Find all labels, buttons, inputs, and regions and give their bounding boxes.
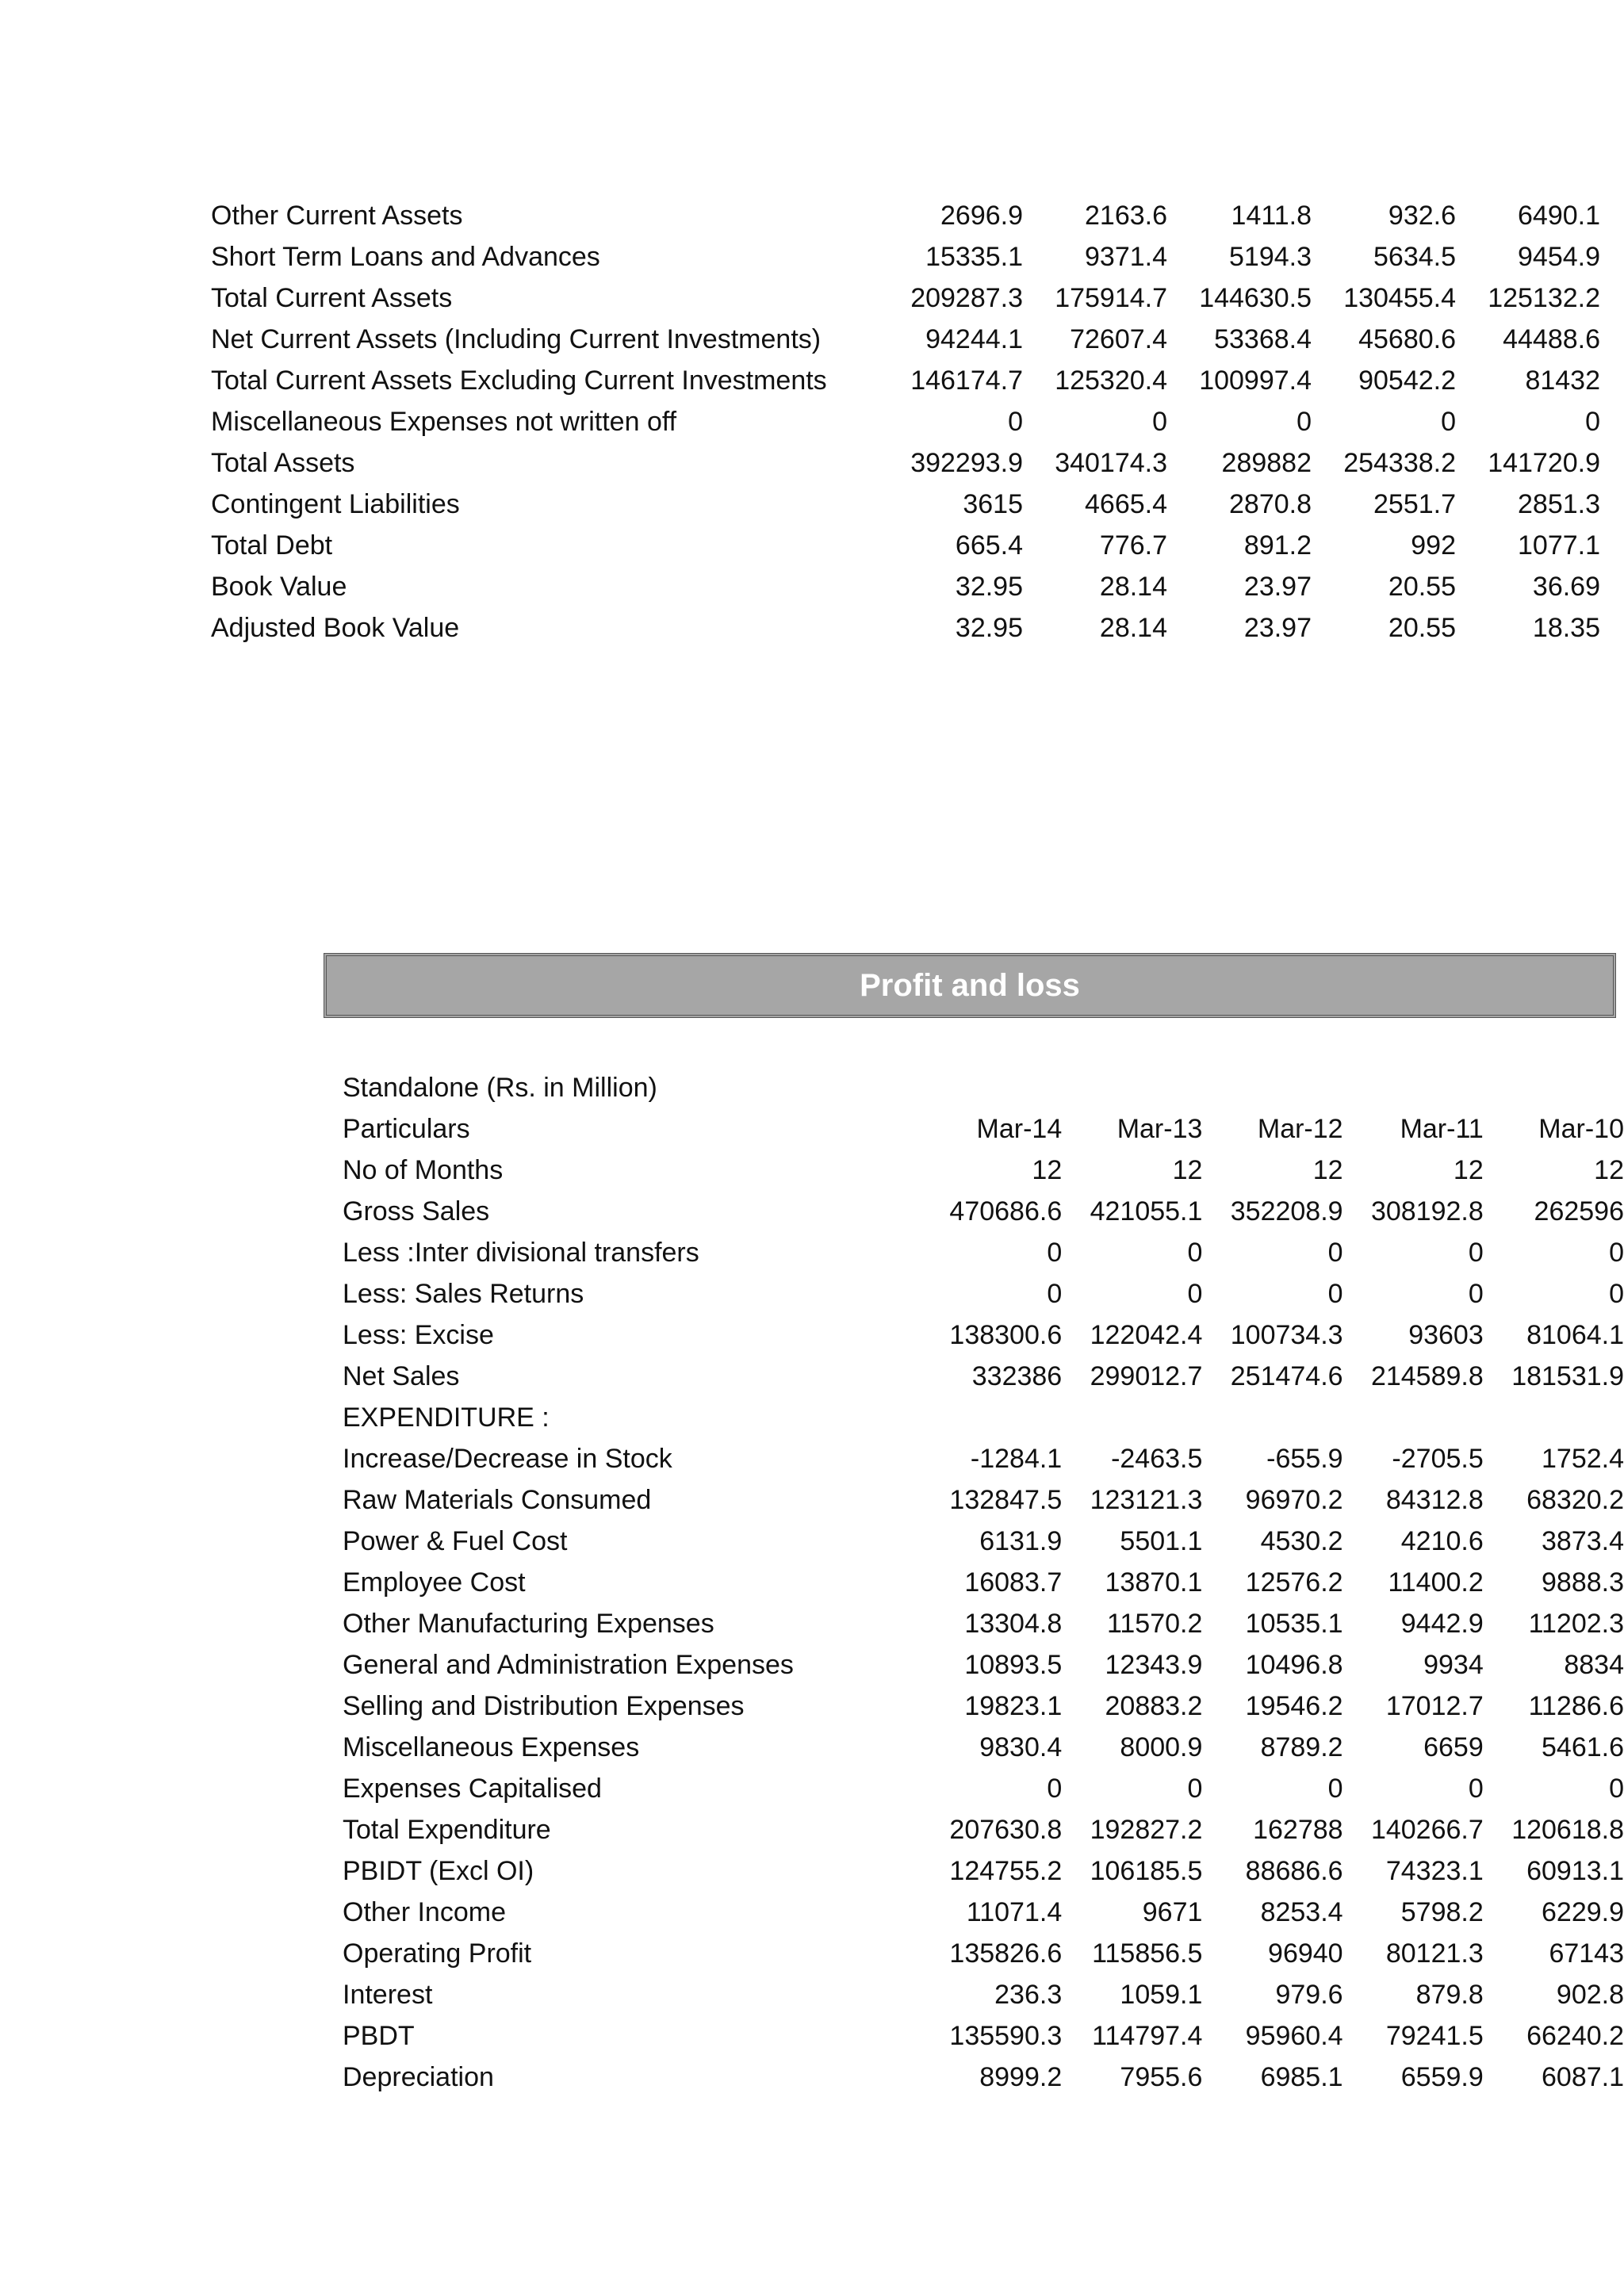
row-value: 992 [1411, 530, 1456, 561]
row-label: Gross Sales [343, 1196, 490, 1226]
row-label: Total Current Assets Excluding Current Investments [211, 365, 827, 396]
row-value: 6659 [1423, 1732, 1484, 1762]
row-value: 12 [1312, 1155, 1343, 1185]
row-label: EXPENDITURE : [343, 1402, 550, 1433]
row-value: 11400.2 [1388, 1567, 1484, 1598]
row-value: 1059.1 [1120, 1980, 1203, 2010]
row-value: 124755.2 [949, 1856, 1063, 1886]
row-value: 254338.2 [1343, 448, 1456, 478]
row-value: 12343.9 [1105, 1650, 1203, 1680]
balance-sheet-row [211, 319, 1600, 360]
row-value: 352208.9 [1230, 1196, 1343, 1226]
row-value [921, 1397, 1062, 1438]
row-value: 1752.4 [1542, 1444, 1624, 1474]
row-value: 0 [1468, 1238, 1484, 1268]
balance-sheet-body [211, 195, 1600, 649]
row-value: 6490.1 [1518, 201, 1600, 231]
row-value: 8789.2 [1260, 1732, 1343, 1762]
row-value: 6229.9 [1542, 1897, 1624, 1927]
row-value: 81064.1 [1526, 1320, 1624, 1350]
row-value: 262596 [1534, 1196, 1624, 1226]
row-value: 421055.1 [1090, 1196, 1203, 1226]
row-value: 8000.9 [1120, 1732, 1203, 1762]
row-label: Total Expenditure [343, 1815, 551, 1845]
profit-and-loss-unit-label: Standalone (Rs. in Million) [343, 1073, 657, 1103]
row-value: 2163.6 [1085, 201, 1167, 231]
row-value: 5194.3 [1229, 242, 1312, 272]
row-value: 979.6 [1275, 1980, 1343, 2010]
row-value: 308192.8 [1370, 1196, 1484, 1226]
row-value: 932.6 [1388, 201, 1456, 231]
profit-and-loss-row [343, 1232, 1624, 1273]
row-value: 9888.3 [1542, 1567, 1624, 1598]
row-value: Mar-14 [976, 1114, 1063, 1144]
row-value: 9442.9 [1400, 1609, 1484, 1639]
balance-sheet-row [211, 442, 1600, 484]
row-value: 9671 [1142, 1897, 1203, 1927]
row-value: 6087.1 [1542, 2062, 1624, 2092]
row-value: 1077.1 [1518, 530, 1600, 561]
row-value: 138300.6 [949, 1320, 1063, 1350]
row-value: 125320.4 [1055, 365, 1167, 396]
row-value: 12 [1594, 1155, 1624, 1185]
row-value: 8999.2 [979, 2062, 1063, 2092]
balance-sheet-row [211, 525, 1600, 566]
row-label: Particulars [343, 1114, 470, 1144]
row-value: 0 [1327, 1279, 1343, 1309]
row-value: -1284.1 [970, 1444, 1063, 1474]
row-value: 96970.2 [1245, 1485, 1343, 1515]
row-value: 100997.4 [1199, 365, 1312, 396]
row-value: -2463.5 [1111, 1444, 1203, 1474]
row-value: 115856.5 [1092, 1938, 1203, 1969]
row-value: 141720.9 [1488, 448, 1600, 478]
row-label: Raw Materials Consumed [343, 1485, 652, 1515]
row-value: 10893.5 [964, 1650, 1063, 1680]
row-value: 0 [1047, 1279, 1063, 1309]
row-label: Contingent Liabilities [211, 489, 460, 519]
row-value: 0 [1327, 1774, 1343, 1804]
row-value: 9454.9 [1518, 242, 1600, 272]
row-value: 28.14 [1099, 572, 1167, 602]
profit-and-loss-row [343, 1108, 1624, 1150]
row-value: 5501.1 [1120, 1526, 1203, 1556]
row-value: 80121.3 [1385, 1938, 1484, 1969]
profit-and-loss-row [343, 1521, 1624, 1562]
row-value: Mar-10 [1538, 1114, 1624, 1144]
row-value: 5634.5 [1373, 242, 1456, 272]
profit-and-loss-row [343, 1644, 1624, 1686]
row-value [1062, 1397, 1202, 1438]
profit-and-loss-row [343, 1686, 1624, 1727]
row-value: 13870.1 [1105, 1567, 1203, 1598]
row-value: 13304.8 [964, 1609, 1063, 1639]
row-value: 16083.7 [964, 1567, 1063, 1598]
row-value: 15335.1 [925, 242, 1023, 272]
row-label: Miscellaneous Expenses not written off [211, 407, 677, 437]
row-value: 332386 [971, 1361, 1063, 1391]
row-value: 0 [1047, 1774, 1063, 1804]
row-value: 7955.6 [1120, 2062, 1203, 2092]
row-label: No of Months [343, 1155, 504, 1185]
row-value: 2551.7 [1373, 489, 1456, 519]
row-value: 60913.1 [1526, 1856, 1624, 1886]
row-value: 8253.4 [1260, 1897, 1343, 1927]
profit-and-loss-row [343, 1150, 1624, 1191]
row-value: 146174.7 [910, 365, 1023, 396]
row-value: 0 [1468, 1774, 1484, 1804]
row-value: 12576.2 [1245, 1567, 1343, 1598]
row-value: 6985.1 [1260, 2062, 1343, 2092]
row-value: 11202.3 [1528, 1609, 1624, 1639]
row-label: Less: Sales Returns [343, 1279, 584, 1309]
row-value: 0 [1152, 407, 1167, 437]
row-value: 3615 [963, 489, 1023, 519]
balance-sheet-row [211, 607, 1600, 649]
row-value: 72607.4 [1070, 324, 1167, 354]
row-value: 32.95 [955, 613, 1023, 643]
row-value: 2696.9 [940, 201, 1023, 231]
row-value: 0 [1187, 1774, 1203, 1804]
row-value: 17012.7 [1385, 1691, 1484, 1721]
row-label: Adjusted Book Value [211, 613, 460, 643]
balance-sheet-row [211, 236, 1600, 277]
row-value: 192827.2 [1090, 1815, 1203, 1845]
profit-and-loss-row [343, 1809, 1624, 1850]
row-value: 5798.2 [1400, 1897, 1484, 1927]
balance-sheet-row [211, 195, 1600, 236]
row-value: 470686.6 [949, 1196, 1063, 1226]
row-label: Total Assets [211, 448, 355, 478]
row-label: Expenses Capitalised [343, 1774, 602, 1804]
row-value: 902.8 [1556, 1980, 1624, 2010]
row-value: 96940 [1268, 1938, 1343, 1969]
row-value [1343, 1397, 1484, 1438]
row-value: Mar-11 [1400, 1114, 1484, 1144]
row-value [1202, 1397, 1342, 1438]
row-label: Increase/Decrease in Stock [343, 1444, 672, 1474]
row-value: 2851.3 [1518, 489, 1600, 519]
row-label: Net Current Assets (Including Current Investments) [211, 324, 822, 354]
row-value: 130455.4 [1343, 283, 1456, 313]
row-value: 0 [1327, 1238, 1343, 1268]
row-value: 4665.4 [1085, 489, 1167, 519]
row-value: 93603 [1408, 1320, 1484, 1350]
row-label: Less :Inter divisional transfers [343, 1238, 699, 1268]
row-label: Total Debt [211, 530, 333, 561]
row-value: 0 [1008, 407, 1023, 437]
row-value: 135590.3 [949, 2021, 1063, 2051]
row-value: 181531.9 [1511, 1361, 1624, 1391]
row-value: 4530.2 [1260, 1526, 1343, 1556]
row-value: 162788 [1253, 1815, 1343, 1845]
row-value: 19546.2 [1245, 1691, 1343, 1721]
row-label: Interest [343, 1980, 433, 2010]
row-value: 12 [1172, 1155, 1203, 1185]
row-value: 891.2 [1243, 530, 1312, 561]
row-label: General and Administration Expenses [343, 1650, 794, 1680]
row-value: 4210.6 [1400, 1526, 1484, 1556]
row-value: 12 [1032, 1155, 1063, 1185]
row-value: 3873.4 [1542, 1526, 1624, 1556]
row-label: Operating Profit [343, 1938, 532, 1969]
row-value: 879.8 [1415, 1980, 1484, 2010]
profit-and-loss-row [343, 1438, 1624, 1479]
row-value: 79241.5 [1385, 2021, 1484, 2051]
row-label: Other Current Assets [211, 201, 463, 231]
row-value: 175914.7 [1055, 283, 1167, 313]
row-value: 2870.8 [1229, 489, 1312, 519]
profit-and-loss-row [343, 1892, 1624, 1933]
row-value: 32.95 [955, 572, 1023, 602]
row-value: 36.69 [1532, 572, 1600, 602]
row-value: 0 [1441, 407, 1456, 437]
row-value: 18.35 [1532, 613, 1600, 643]
row-value: 289882 [1221, 448, 1312, 478]
row-value: 19823.1 [964, 1691, 1063, 1721]
profit-and-loss-row [343, 2015, 1624, 2057]
row-value: 6559.9 [1400, 2062, 1484, 2092]
row-value: 9371.4 [1085, 242, 1167, 272]
row-value: 0 [1187, 1279, 1203, 1309]
profit-and-loss-row [343, 1974, 1624, 2015]
row-label: Short Term Loans and Advances [211, 242, 600, 272]
row-value: 11570.2 [1107, 1609, 1203, 1639]
row-label: PBDT [343, 2021, 415, 2051]
balance-sheet-row [211, 401, 1600, 442]
profit-and-loss-row [343, 1603, 1624, 1644]
row-label: PBIDT (Excl OI) [343, 1856, 534, 1886]
row-label: Miscellaneous Expenses [343, 1732, 640, 1762]
profit-and-loss-row [343, 1356, 1624, 1397]
profit-and-loss-row [343, 1191, 1624, 1232]
row-value: 0 [1297, 407, 1312, 437]
row-value: 0 [1468, 1279, 1484, 1309]
row-value: 10535.1 [1245, 1609, 1343, 1639]
profit-and-loss-title: Profit and loss [860, 967, 1080, 1003]
row-label: Employee Cost [343, 1567, 526, 1598]
row-value: 20.55 [1388, 613, 1456, 643]
row-label: Power & Fuel Cost [343, 1526, 568, 1556]
profit-and-loss-row [343, 1562, 1624, 1603]
row-label: Other Income [343, 1897, 506, 1927]
row-value: 144630.5 [1199, 283, 1312, 313]
profit-and-loss-row [343, 1768, 1624, 1809]
row-value: 236.3 [994, 1980, 1063, 2010]
row-value: 10496.8 [1245, 1650, 1343, 1680]
row-value: 251474.6 [1230, 1361, 1343, 1391]
row-value: 68320.2 [1526, 1485, 1624, 1515]
row-label: Total Current Assets [211, 283, 453, 313]
profit-and-loss-table [343, 1108, 1624, 2098]
row-value: 84312.8 [1385, 1485, 1484, 1515]
row-value: 23.97 [1243, 613, 1312, 643]
row-value: 20883.2 [1105, 1691, 1203, 1721]
row-value: 8834 [1564, 1650, 1624, 1680]
row-value: 66240.2 [1526, 2021, 1624, 2051]
row-label: Net Sales [343, 1361, 460, 1391]
row-value: 0 [1047, 1238, 1063, 1268]
profit-and-loss-row [343, 1397, 1624, 1438]
row-value: 120618.8 [1511, 1815, 1624, 1845]
row-value: 88686.6 [1245, 1856, 1343, 1886]
row-value: 67143 [1549, 1938, 1624, 1969]
row-value: 23.97 [1243, 572, 1312, 602]
row-value: 0 [1585, 407, 1600, 437]
profit-and-loss-row [343, 1479, 1624, 1521]
profit-and-loss-row [343, 2057, 1624, 2098]
row-value: 340174.3 [1055, 448, 1167, 478]
row-value: 0 [1609, 1279, 1624, 1309]
row-value: 665.4 [955, 530, 1023, 561]
row-value: 0 [1609, 1774, 1624, 1804]
row-value: 45680.6 [1358, 324, 1456, 354]
row-value: 81432 [1525, 365, 1600, 396]
balance-sheet-row [211, 566, 1600, 607]
row-label: Other Manufacturing Expenses [343, 1609, 714, 1639]
row-value: 20.55 [1388, 572, 1456, 602]
row-value: 0 [1609, 1238, 1624, 1268]
row-value: 74323.1 [1385, 1856, 1484, 1886]
row-value: 95960.4 [1245, 2021, 1343, 2051]
row-value: 94244.1 [925, 324, 1023, 354]
row-value: 209287.3 [910, 283, 1023, 313]
balance-sheet-row [211, 360, 1600, 401]
row-value: 90542.2 [1358, 365, 1456, 396]
row-value: 207630.8 [949, 1815, 1063, 1845]
row-value: Mar-13 [1116, 1114, 1203, 1144]
row-label: Depreciation [343, 2062, 494, 2092]
row-value: 28.14 [1099, 613, 1167, 643]
row-value: 140266.7 [1370, 1815, 1484, 1845]
row-value: 5461.6 [1542, 1732, 1624, 1762]
profit-and-loss-row [343, 1273, 1624, 1314]
row-value: 123121.3 [1090, 1485, 1203, 1515]
row-value: -655.9 [1266, 1444, 1343, 1474]
row-value: 392293.9 [910, 448, 1023, 478]
row-label: Less: Excise [343, 1320, 494, 1350]
row-value: 214589.8 [1370, 1361, 1484, 1391]
row-value: 9934 [1423, 1650, 1484, 1680]
balance-sheet-row [211, 277, 1600, 319]
row-value: 776.7 [1099, 530, 1167, 561]
row-value: 11286.6 [1528, 1691, 1624, 1721]
row-value: 44488.6 [1503, 324, 1600, 354]
row-value: 135826.6 [949, 1938, 1063, 1969]
profit-and-loss-header [324, 953, 1616, 1018]
row-label: Selling and Distribution Expenses [343, 1691, 745, 1721]
profit-and-loss-row [343, 1933, 1624, 1974]
row-value: 6131.9 [979, 1526, 1063, 1556]
row-value [1484, 1397, 1624, 1438]
profit-and-loss-row [343, 1314, 1624, 1356]
row-value: 122042.4 [1090, 1320, 1203, 1350]
row-value: 0 [1187, 1238, 1203, 1268]
row-value: 53368.4 [1214, 324, 1312, 354]
row-value: 106185.5 [1090, 1856, 1203, 1886]
row-value: -2705.5 [1392, 1444, 1484, 1474]
profit-and-loss-body [343, 1108, 1624, 2098]
row-label: Book Value [211, 572, 347, 602]
row-value: 125132.2 [1488, 283, 1600, 313]
row-value: 9830.4 [979, 1732, 1063, 1762]
row-value: Mar-12 [1257, 1114, 1343, 1144]
balance-sheet-row [211, 484, 1600, 525]
profit-and-loss-row [343, 1850, 1624, 1892]
row-value: 299012.7 [1090, 1361, 1203, 1391]
row-value: 100734.3 [1230, 1320, 1343, 1350]
profit-and-loss-row [343, 1727, 1624, 1768]
row-value: 1411.8 [1231, 201, 1312, 231]
row-value: 132847.5 [949, 1485, 1063, 1515]
balance-sheet-table [211, 195, 1600, 649]
row-value: 12 [1453, 1155, 1484, 1185]
row-value: 11071.4 [966, 1897, 1063, 1927]
row-value: 114797.4 [1092, 2021, 1203, 2051]
